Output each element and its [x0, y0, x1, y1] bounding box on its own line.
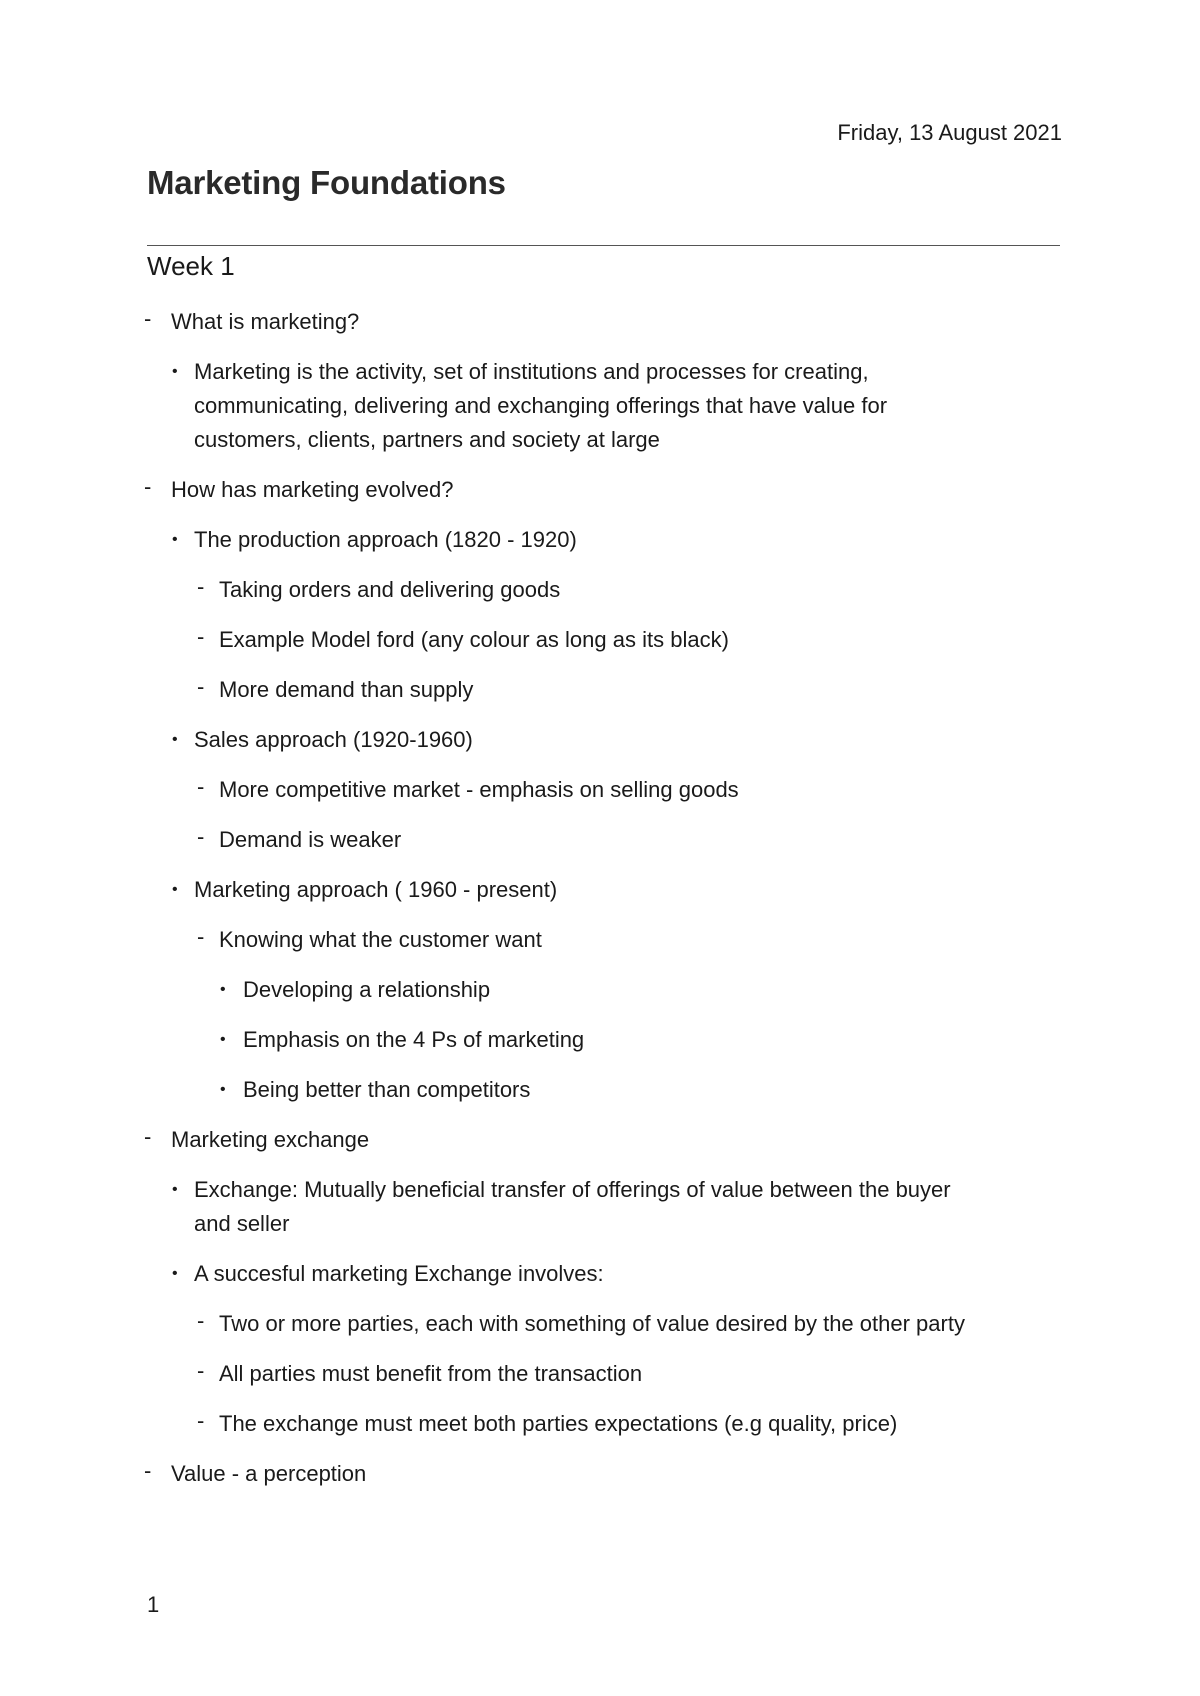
bullet-marker: •	[172, 731, 178, 748]
outline-item-level-2: A succesful marketing Exchange involves:	[194, 1261, 604, 1286]
outline-item-level-2: Exchange: Mutually beneficial transfer of offerings of value between the buyer	[194, 1177, 951, 1202]
dash-marker: -	[197, 1408, 205, 1433]
dash-marker: -	[144, 1458, 152, 1483]
outline-item-level-2: Marketing approach ( 1960 - present)	[194, 877, 558, 902]
outline-item-level-2: customers, clients, partners and society at large	[194, 427, 660, 452]
outline-item-level-3: More demand than supply	[219, 677, 474, 702]
outline-item-level-4: Developing a relationship	[243, 977, 491, 1002]
outline-item-level-3: Demand is weaker	[219, 827, 402, 852]
dash-marker: -	[197, 824, 205, 849]
outline-item-level-1: What is marketing?	[171, 309, 360, 334]
bullet-marker: •	[172, 531, 178, 548]
page-title: Marketing Foundations	[147, 164, 506, 201]
outline-item-level-2: and seller	[194, 1211, 290, 1236]
bullet-marker: •	[172, 881, 178, 898]
dash-marker: -	[144, 1124, 152, 1149]
outline-item-level-3: Knowing what the customer want	[219, 927, 542, 952]
outline-item-level-3: More competitive market - emphasis on selling goods	[219, 777, 739, 802]
outline-item-level-2: Marketing is the activity, set of institutions and processes for creating,	[194, 359, 869, 384]
section-heading: Week 1	[147, 251, 235, 281]
bullet-marker: •	[172, 1265, 178, 1282]
outline-item-level-3: Two or more parties, each with something of value desired by the other party	[219, 1311, 965, 1336]
dash-marker: -	[197, 574, 205, 599]
outline-item-level-3: All parties must benefit from the transaction	[219, 1361, 643, 1386]
dash-marker: -	[197, 674, 205, 699]
dash-marker: -	[197, 624, 205, 649]
bullet-marker: •	[220, 1031, 226, 1048]
dash-marker: -	[197, 1358, 205, 1383]
outline-item-level-3: Taking orders and delivering goods	[219, 577, 561, 602]
outline-item-level-2: Sales approach (1920-1960)	[194, 727, 473, 752]
outline-item-level-3: The exchange must meet both parties expectations (e.g quality, price)	[219, 1411, 898, 1436]
dash-marker: -	[197, 1308, 205, 1333]
bullet-marker: •	[172, 1181, 178, 1198]
outline-item-level-1: How has marketing evolved?	[171, 477, 454, 502]
page-number: 1	[147, 1592, 160, 1617]
outline-item-level-1: Marketing exchange	[171, 1127, 370, 1152]
bullet-marker: •	[172, 363, 178, 380]
dash-marker: -	[197, 774, 205, 799]
outline-item-level-3: Example Model ford (any colour as long as its black)	[219, 627, 729, 652]
title-divider	[147, 245, 1060, 246]
note-date: Friday, 13 August 2021	[837, 120, 1062, 145]
bullet-marker: •	[220, 981, 226, 998]
outline-item-level-1: Value - a perception	[171, 1461, 367, 1486]
dash-marker: -	[144, 306, 152, 331]
dash-marker: -	[197, 924, 205, 949]
bullet-marker: •	[220, 1081, 226, 1098]
dash-marker: -	[144, 474, 152, 499]
outline-item-level-4: Being better than competitors	[243, 1077, 531, 1102]
outline-item-level-4: Emphasis on the 4 Ps of marketing	[243, 1027, 585, 1052]
outline-item-level-2: communicating, delivering and exchanging offerings that have value for	[194, 393, 888, 418]
outline-item-level-2: The production approach (1820 - 1920)	[194, 527, 577, 552]
